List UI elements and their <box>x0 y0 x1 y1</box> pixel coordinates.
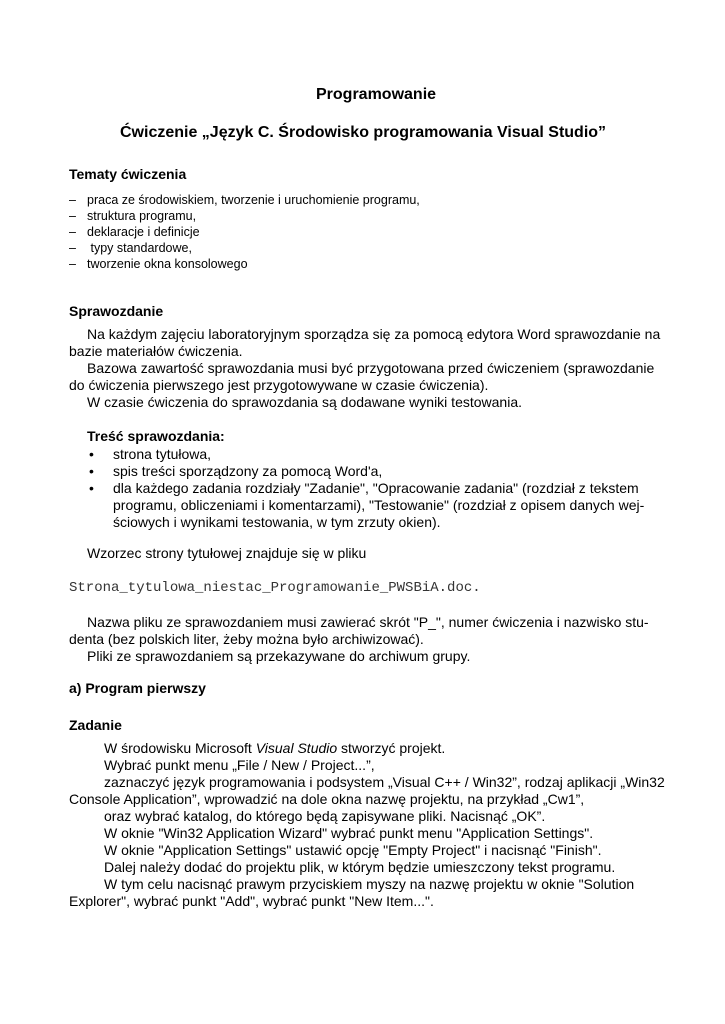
paragraph-line: Bazowa zawartość sprawozdania musi być przygotowana przed ćwiczeniem (sprawozdanie <box>87 360 655 376</box>
task-heading: Zadanie <box>69 717 122 733</box>
paragraph-line: W tym celu nacisnąć prawym przyciskiem myszy na nazwę projektu w oknie "Solution <box>104 876 635 892</box>
paragraph-line: do ćwiczenia pierwszego jest przygotowywane w czasie ćwiczenia). <box>69 377 489 393</box>
paragraph-line: zaznaczyć język programowania i podsystem „Visual C++ / Win32”, rodzaj aplikacji „Win32 <box>104 774 665 790</box>
list-item: tworzenie okna konsolowego <box>87 257 248 271</box>
list-item: struktura programu, <box>87 209 197 223</box>
paragraph-line: bazie materiałów ćwiczenia. <box>69 343 243 359</box>
paragraph-line: Dalej należy dodać do projektu plik, w którym będzie umieszczony tekst programu. <box>104 859 616 875</box>
paragraph-line: Pliki ze sprawozdaniem są przekazywane do archiwum grupy. <box>87 648 471 664</box>
paragraph-line: Wybrać punkt menu „File / New / Project...”, <box>104 757 375 773</box>
dash-marker: – <box>69 241 76 255</box>
template-filename: Strona_tytulowa_niestac_Programowanie_PWSBiA.doc. <box>69 580 481 596</box>
list-item-continued: ściowych i wynikami testowania, w tym zrzuty okien). <box>113 514 441 530</box>
report-heading: Sprawozdanie <box>69 303 164 319</box>
paragraph-line: Na każdym zajęciu laboratoryjnym sporządza się za pomocą edytora Word sprawozdanie na <box>87 326 661 342</box>
list-item: dla każdego zadania rozdziały "Zadanie", "Opracowanie zadania" (rozdział z tekstem <box>113 480 639 496</box>
document-subtitle: Ćwiczenie „Język C. Środowisko programowania Visual Studio” <box>120 124 607 141</box>
paragraph-line: Nazwa pliku ze sprawozdaniem musi zawierać skrót "P_", numer ćwiczenia i nazwisko stu- <box>87 614 649 630</box>
list-item: praca ze środowiskiem, tworzenie i uruchomienie programu, <box>87 193 420 207</box>
paragraph-line: W oknie "Application Settings" ustawić opcję "Empty Project" i nacisnąć "Finish". <box>104 842 602 858</box>
paragraph-line: denta (bez polskich liter, żeby można było archiwizować). <box>69 631 424 647</box>
list-item: spis treści sporządzony za pomocą Word'a, <box>113 463 383 479</box>
text-run: stworzyć projekt. <box>337 740 446 756</box>
list-item-continued: programu, obliczeniami i komentarzami), "Testowanie" (rozdział z opisem danych wej- <box>113 497 645 513</box>
content-heading: Treść sprawozdania: <box>87 428 225 444</box>
topics-heading: Tematy ćwiczenia <box>69 166 187 182</box>
paragraph-line: Explorer", wybrać punkt "Add", wybrać punkt "New Item...". <box>69 893 434 909</box>
product-name: Visual Studio <box>255 740 338 756</box>
paragraph-line: W oknie "Win32 Application Wizard" wybrać punkt menu "Application Settings". <box>104 825 594 841</box>
dash-marker: – <box>69 193 76 207</box>
text-run: W środowisku Microsoft <box>104 740 256 756</box>
bullet-marker: • <box>89 446 94 462</box>
list-item: typy standardowe, <box>87 241 192 255</box>
dash-marker: – <box>69 225 76 239</box>
dash-marker: – <box>69 257 76 271</box>
list-item: strona tytułowa, <box>113 446 212 462</box>
bullet-marker: • <box>89 480 94 496</box>
list-item: deklaracje i definicje <box>87 225 200 239</box>
paragraph-line <box>104 740 445 756</box>
paragraph-line: oraz wybrać katalog, do którego będą zapisywane pliki. Nacisnąć „OK”. <box>104 808 546 824</box>
paragraph-line: Console Application”, wprowadzić na dole okna nazwę projektu, na przykład „Cw1”, <box>69 791 585 807</box>
paragraph-line: W czasie ćwiczenia do sprawozdania są dodawane wyniki testowania. <box>87 394 522 410</box>
program-heading: a) Program pierwszy <box>69 680 206 696</box>
bullet-marker: • <box>89 463 94 479</box>
dash-marker: – <box>69 209 76 223</box>
document-title: Programowanie <box>316 86 437 103</box>
template-text: Wzorzec strony tytułowej znajduje się w pliku <box>87 545 367 561</box>
